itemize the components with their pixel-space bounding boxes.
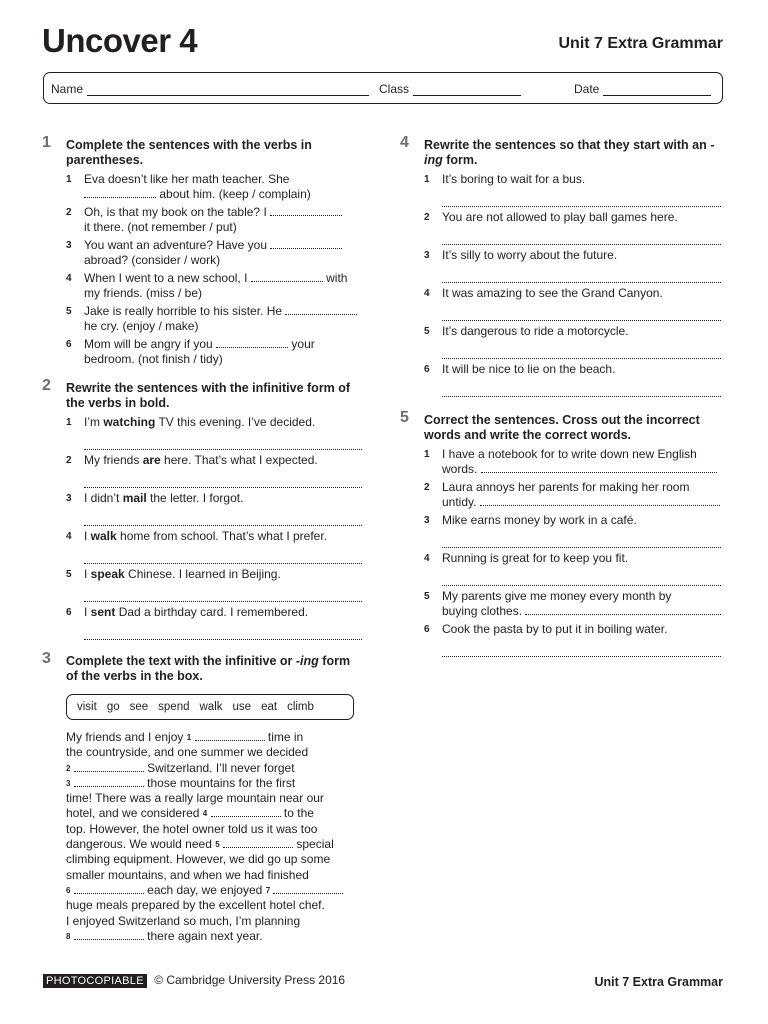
passage-text: special	[296, 837, 334, 852]
right-column	[400, 134, 723, 665]
answer-blank[interactable]	[74, 776, 144, 787]
exercise-1	[42, 134, 364, 367]
bold-verb: mail	[122, 491, 147, 505]
item-number: 5	[424, 326, 430, 337]
word: walk	[199, 700, 223, 713]
instruction-text: Complete the text with the infinitive or	[66, 654, 296, 668]
gap-number: 5	[215, 840, 220, 850]
bold-verb: speak	[90, 567, 125, 581]
gap-number: 4	[202, 809, 208, 819]
exercise-number: 4	[400, 134, 409, 151]
item-text: I	[84, 529, 91, 543]
answer-line[interactable]	[442, 528, 721, 548]
gap-number: 6	[66, 885, 71, 895]
item-text: I	[84, 567, 91, 581]
item-text: Mom will be angry if you	[84, 337, 213, 351]
item-number: 2	[424, 212, 430, 223]
list-item	[66, 415, 364, 450]
answer-blank[interactable]	[270, 205, 342, 216]
item-text: You are not allowed to play ball games here.	[442, 210, 678, 224]
answer-blank[interactable]	[480, 495, 720, 506]
answer-blank[interactable]	[211, 806, 281, 817]
passage-text: those mountains for the first	[147, 775, 296, 790]
answer-line[interactable]	[442, 225, 721, 245]
unit-title: Unit 7 Extra Grammar	[558, 35, 723, 52]
item-number: 5	[66, 306, 72, 317]
item-text: I didn’t	[84, 491, 123, 505]
passage-text: time! There was a really large mountain near our	[66, 791, 324, 806]
exercise-4	[400, 134, 723, 397]
passage-text: hotel, and we considered	[66, 806, 200, 821]
answer-blank[interactable]	[74, 761, 144, 772]
passage-text: time in	[267, 730, 304, 744]
item-text: My friends	[84, 453, 143, 467]
exercise-5	[400, 409, 723, 657]
list-item	[66, 172, 364, 202]
item-number: 5	[66, 569, 72, 580]
word: eat	[261, 700, 278, 713]
item-text: Dad a birthday card. I remembered.	[115, 605, 309, 619]
item-number: 3	[66, 493, 72, 504]
item-number: 6	[424, 624, 430, 635]
item-number: 3	[66, 240, 72, 251]
instruction-ing: -ing	[424, 138, 715, 167]
footer	[43, 973, 723, 988]
item-number: 1	[424, 174, 430, 185]
item-text: I	[84, 605, 91, 619]
list-item	[424, 551, 723, 586]
exercise-number: 2	[42, 377, 51, 394]
item-number: 2	[424, 482, 430, 493]
passage-text: Switzerland. I’ll never forget	[147, 760, 295, 775]
answer-blank[interactable]	[195, 730, 265, 741]
item-text: I’m	[84, 415, 104, 429]
answer-blank[interactable]	[525, 604, 721, 615]
class-field[interactable]	[413, 84, 521, 96]
item-text: Laura annoys her parents for making her room	[442, 480, 690, 494]
item-text: here. That’s what I expected.	[160, 453, 318, 467]
answer-blank[interactable]	[273, 883, 343, 894]
answer-line[interactable]	[442, 301, 721, 321]
footer-unit: Unit 7 Extra Grammar	[594, 975, 723, 989]
item-text: Running is great for to keep you fit.	[442, 551, 629, 565]
name-class-date-bar	[43, 72, 723, 104]
item-text: TV this evening. I’ve decided.	[155, 415, 316, 429]
word: go	[106, 700, 120, 713]
item-number: 2	[66, 207, 72, 218]
item-number: 3	[424, 250, 430, 261]
exercise-3	[42, 650, 364, 944]
word-box	[66, 694, 354, 720]
list-item	[424, 362, 723, 397]
bold-verb: watching	[103, 415, 156, 429]
gap-number: 2	[66, 763, 71, 773]
exercise-instruction: Rewrite the sentences with the infinitive form of the verbs in bold.	[66, 381, 351, 410]
exercise-instruction: Complete the sentences with the verbs in parentheses.	[66, 138, 312, 167]
list-item	[424, 172, 723, 207]
list-item	[424, 210, 723, 245]
item-text: the letter. I forgot.	[146, 491, 244, 505]
name-label: Name	[51, 82, 84, 96]
list-item	[424, 622, 723, 657]
list-item	[424, 324, 723, 359]
bold-verb: walk	[90, 529, 117, 543]
instruction-text: form.	[442, 153, 478, 167]
item-text: words.	[442, 462, 478, 476]
answer-line[interactable]	[84, 582, 362, 602]
bold-verb: are	[142, 453, 161, 467]
item-text: abroad? (consider / work)	[84, 253, 221, 267]
answer-blank[interactable]	[74, 883, 144, 894]
word: spend	[158, 700, 190, 713]
passage-text: climbing equipment. However, we did go up some	[66, 852, 331, 867]
item-text: Oh, is that my book on the table? I	[84, 205, 267, 219]
date-field[interactable]	[603, 84, 711, 96]
item-number: 4	[424, 288, 430, 299]
gap-number: 1	[186, 733, 192, 742]
passage-text: My friends and I enjoy	[66, 730, 184, 744]
passage-text: dangerous. We would need	[66, 837, 212, 852]
list-item	[424, 589, 723, 619]
item-text: You want an adventure? Have you	[84, 238, 268, 252]
item-number: 6	[66, 339, 72, 350]
item-text: It will be nice to lie on the beach.	[442, 362, 616, 376]
answer-line[interactable]	[84, 544, 362, 564]
word: visit	[77, 700, 97, 713]
item-text: untidy.	[442, 495, 477, 509]
copyright: © Cambridge University Press 2016	[154, 973, 346, 987]
item-number: 1	[66, 417, 72, 428]
list-item	[66, 271, 364, 301]
item-number: 4	[66, 531, 72, 542]
list-item	[424, 286, 723, 321]
list-item	[66, 491, 364, 526]
answer-line[interactable]	[84, 506, 362, 526]
answer-blank[interactable]	[481, 462, 717, 473]
exercise-number: 5	[400, 409, 409, 426]
item-text: bedroom. (not finish / tidy)	[84, 352, 223, 366]
item-text: Cook the pasta by to put it in boiling water.	[442, 622, 668, 636]
item-text: buying clothes.	[442, 604, 523, 618]
passage-text: huge meals prepared by the excellent hotel chef.	[66, 898, 325, 913]
list-item	[66, 337, 364, 367]
list-item	[424, 513, 723, 548]
list-item	[66, 238, 364, 268]
answer-line[interactable]	[442, 566, 721, 586]
gap-number: 7	[265, 885, 271, 895]
exercise-2	[42, 377, 364, 640]
item-number: 3	[424, 515, 430, 526]
answer-line[interactable]	[442, 263, 721, 283]
item-text: Mike earns money by work in a café.	[442, 513, 637, 527]
item-text: with	[326, 271, 348, 285]
item-number: 6	[424, 364, 430, 375]
answer-blank[interactable]	[84, 187, 156, 198]
instruction-text: Rewrite the sentences so that they start with an	[424, 138, 711, 152]
item-number: 4	[66, 273, 72, 284]
left-column	[42, 134, 364, 952]
item-number: 4	[424, 553, 430, 564]
item-text: It’s dangerous to ride a motorcycle.	[442, 324, 629, 338]
list-item	[424, 248, 723, 283]
exercise-instruction	[66, 654, 364, 684]
answer-blank[interactable]	[74, 929, 144, 940]
item-text: home from school. That’s what I prefer.	[116, 529, 328, 543]
list-item	[66, 605, 364, 640]
item-text: My parents give me money every month by	[442, 589, 672, 603]
word: see	[129, 700, 149, 713]
item-number: 6	[66, 607, 72, 618]
gap-number: 3	[66, 778, 71, 788]
passage-text: the countryside, and one summer we decided	[66, 745, 309, 760]
item-text: Jake is really horrible to his sister. He	[84, 304, 283, 318]
item-text: It’s boring to wait for a bus.	[442, 172, 586, 186]
answer-line[interactable]	[84, 468, 362, 488]
answer-line[interactable]	[442, 377, 721, 397]
answer-blank[interactable]	[216, 337, 288, 348]
exercise-instruction	[424, 138, 723, 168]
item-number: 1	[424, 449, 430, 460]
exercise-instruction: Correct the sentences. Cross out the incorrect words and write the correct words.	[424, 413, 700, 442]
list-item	[66, 453, 364, 488]
list-item	[66, 304, 364, 334]
list-item	[66, 567, 364, 602]
list-item	[66, 529, 364, 564]
word: use	[232, 700, 252, 713]
item-text: It was amazing to see the Grand Canyon.	[442, 286, 663, 300]
item-text: I have a notebook for to write down new English	[442, 447, 697, 461]
passage-text: there again next year.	[147, 928, 263, 943]
date-label: Date	[574, 82, 600, 96]
item-text: my friends. (miss / be)	[84, 286, 203, 300]
answer-blank[interactable]	[285, 304, 357, 315]
answer-line[interactable]	[84, 620, 362, 640]
name-field[interactable]	[87, 84, 369, 96]
item-number: 2	[66, 455, 72, 466]
answer-blank[interactable]	[223, 837, 293, 848]
brand-title: Uncover 4	[42, 22, 198, 59]
item-text: When I went to a new school, I	[84, 271, 248, 285]
list-item	[424, 447, 723, 477]
item-text: about him. (keep / complain)	[159, 187, 311, 201]
photocopiable-badge: PHOTOCOPIABLE	[43, 974, 147, 988]
instruction-text: form of the verbs in the box.	[66, 654, 351, 683]
item-text: It’s silly to worry about the future.	[442, 248, 618, 262]
instruction-ing: -ing	[295, 654, 319, 668]
list-item	[66, 205, 364, 235]
passage-text: smaller mountains, and when we had finished	[66, 867, 309, 882]
word: climb	[287, 700, 314, 713]
answer-blank[interactable]	[251, 271, 323, 282]
gap-number: 8	[66, 931, 71, 941]
answer-line[interactable]	[442, 187, 721, 207]
item-text: Chinese. I learned in Beijing.	[124, 567, 281, 581]
exercise-number: 3	[42, 650, 51, 667]
class-label: Class	[379, 82, 410, 96]
passage-text: top. However, the hotel owner told us it was too	[66, 821, 318, 836]
passage	[66, 730, 364, 944]
item-text: he cry. (enjoy / make)	[84, 319, 199, 333]
bold-verb: sent	[90, 605, 116, 619]
item-number: 1	[66, 174, 72, 185]
item-number: 5	[424, 591, 430, 602]
answer-line[interactable]	[442, 637, 721, 657]
passage-text: each day, we enjoyed	[147, 882, 263, 897]
exercise-number: 1	[42, 134, 51, 151]
passage-text: I enjoyed Switzerland so much, I’m planning	[66, 913, 301, 928]
list-item	[424, 480, 723, 510]
item-text: Eva doesn’t like her math teacher. She	[84, 172, 290, 186]
item-text: it there. (not remember / put)	[84, 220, 237, 234]
item-text: your	[291, 337, 315, 351]
answer-line[interactable]	[84, 430, 362, 450]
answer-blank[interactable]	[270, 238, 342, 249]
passage-text: to the	[283, 806, 314, 821]
answer-line[interactable]	[442, 339, 721, 359]
